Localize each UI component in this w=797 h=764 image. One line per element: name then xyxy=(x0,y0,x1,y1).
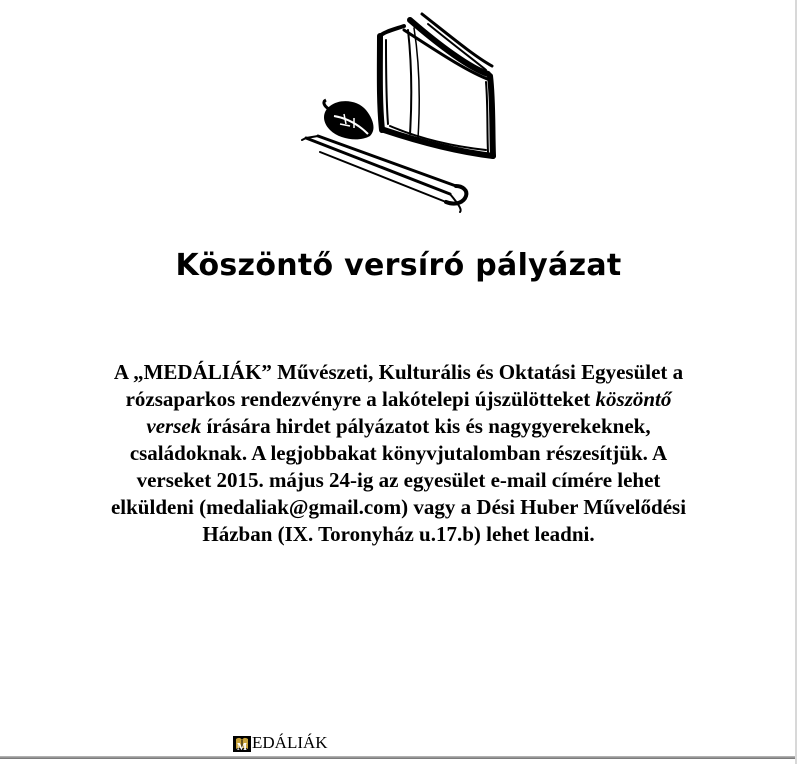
paragraph-text-end: írására hirdet pályázatot kis és nagygyerekeknek, családoknak. A legjobbakat könyvjutalomban részesítjük. A verseket 2015. május 24-ig az egyesület e-mail címére lehet elküldeni (medaliak@gmail.com) vagy a Dési Huber Művelődési Házban (IX. Toronyház u.17.b) lehet leadni. xyxy=(110,414,687,546)
medaliak-logo-icon xyxy=(232,733,252,753)
paragraph-text-start: A „MEDÁLIÁK” Művészeti, Kulturális és Oktatási Egyesület a rózsaparkos rendezvényre a lakótelepi újszülötteket xyxy=(113,360,684,411)
logo-text: EDÁLIÁK xyxy=(252,733,328,752)
page-title: Köszöntő versíró pályázat xyxy=(175,248,622,283)
announcement-paragraph xyxy=(100,359,697,548)
footer-logo xyxy=(232,731,328,753)
logo-mark-letter: M xyxy=(236,741,248,753)
book-leaf-pencil-icon xyxy=(300,6,500,216)
bottom-divider xyxy=(0,756,797,759)
paragraph-emphasis: köszöntő versek xyxy=(146,387,672,438)
